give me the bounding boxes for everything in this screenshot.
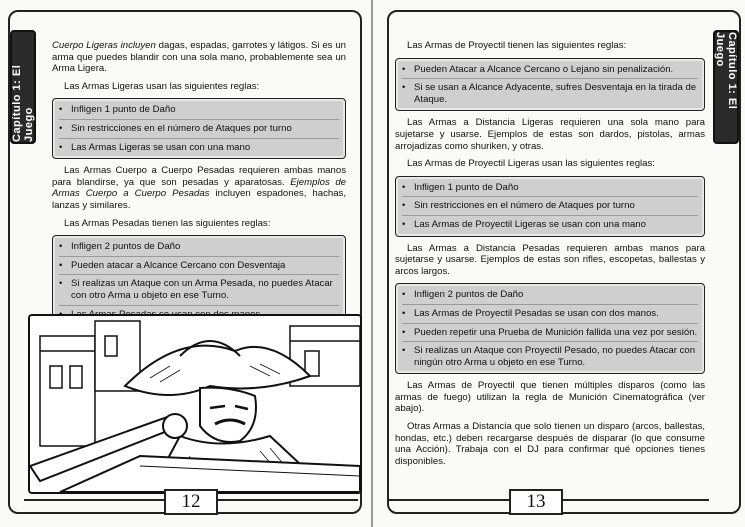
- rule-item: • Sin restricciones en el número de Ataques por turno: [402, 197, 698, 216]
- rule-item: • Infligen 1 punto de Daño: [59, 101, 339, 120]
- light-projectile-rules-box: [395, 176, 705, 237]
- rule-item: • Si se usan a Alcance Adyacente, sufres Desventaja en la tirada de Ataque.: [402, 82, 697, 105]
- rule-item: • Infligen 2 puntos de Daño: [59, 238, 339, 257]
- light-ranged-paragraph: Las Armas a Distancia Ligeras requieren una sola mano para sujetarse y usarse. Ejemplos de estas son dardos, pistolas, armas arrojadizas como shuriken, y otras.: [395, 117, 705, 152]
- chapter-tab-label: Capítulo 1: El Juego: [11, 64, 35, 142]
- rule-item: • Las Armas de Proyectil Pesadas se usan con dos manos.: [402, 305, 698, 324]
- footer-rule: [389, 499, 509, 501]
- rule-item: • Pueden atacar a Alcance Cercano con Desventaja: [59, 257, 339, 276]
- heavy-rules-heading: Las Armas Pesadas tienen las siguientes reglas:: [64, 217, 271, 229]
- rule-item: • Si realizas un Ataque con un Arma Pesada, no puedes Atacar con otro Arma u objeto en ese Turno.: [59, 275, 339, 305]
- illustration-svg: [30, 316, 360, 492]
- footer-rule: [214, 499, 358, 501]
- chapter-tab-right: [713, 30, 739, 144]
- light-weapons-rules-box: [52, 98, 346, 159]
- left-page: [0, 0, 372, 527]
- single-shot-paragraph: Otras Armas a Distancia que solo tienen un disparo (arcos, ballestas, hondas, etc.) deben recargarse después de disparar (lo que consume una Acción). Trabaja con el DJ para confirmar qué opciones tienes disponibles.: [395, 421, 705, 467]
- rule-item: • Pueden repetir una Prueba de Munición fallida una vez por sesión.: [402, 324, 698, 343]
- footer-rule: [559, 499, 709, 501]
- right-page-content: [395, 40, 705, 473]
- hand-shape: [163, 414, 187, 438]
- right-page: [373, 0, 745, 527]
- multi-shot-paragraph: Las Armas de Proyectil que tienen múltiples disparos (como las armas de fuego) utilizan la regla de Munición Cinematográfica (ver abajo).: [395, 380, 705, 415]
- rule-item: • Infligen 2 puntos de Daño: [402, 286, 698, 305]
- footer-rule: [24, 499, 164, 501]
- gunslinger-illustration: [28, 314, 362, 494]
- chapter-tab-left: [10, 30, 36, 144]
- face-shape: [200, 388, 256, 442]
- page-number-left: 12: [164, 489, 218, 515]
- rule-item: • Infligen 1 punto de Daño: [402, 179, 698, 198]
- page-number-right: 13: [509, 489, 563, 515]
- heavy-weapons-rules-box: [52, 235, 346, 326]
- rule-item: • Sin restricciones en el número de Ataques por turno: [59, 120, 339, 139]
- light-rules-heading: Las Armas Ligeras usan las siguientes reglas:: [64, 80, 260, 92]
- rule-item: • Las Armas de Proyectil Ligeras se usan con una mano: [402, 218, 646, 230]
- rule-item: • Las Armas Ligeras se usan con una mano: [59, 141, 251, 153]
- rule-item: • Pueden Atacar a Alcance Cercano o Lejano sin penalización.: [402, 61, 698, 80]
- light-projectile-heading: Las Armas de Proyectil Ligeras usan las siguientes reglas:: [407, 158, 655, 170]
- projectile-rules-box: [395, 58, 705, 112]
- chapter-tab-label: Capítulo 1: El Juego: [714, 32, 738, 110]
- heavy-projectile-rules-box: [395, 283, 705, 374]
- projectile-rules-heading: Las Armas de Proyectil tienen las siguientes reglas:: [407, 40, 627, 51]
- heavy-ranged-paragraph: Las Armas a Distancia Pesadas requieren ambas manos para sujetarse y usarse. Ejemplos de estas son rifles, escopetas, ballestas y arcos largos.: [395, 242, 705, 277]
- rule-item: • Si realizas un Ataque con Proyectil Pesado, no puedes Atacar con ningún otro Arma u objeto en ese Turno.: [402, 345, 696, 368]
- intro-paragraph: Cuerpo Ligeras incluyen dagas, espadas, garrotes y látigos. Si es un arma que puedes blandir con una sola mano, probablemente sea un Arma Ligera.: [52, 40, 346, 75]
- heavy-weapons-paragraph: Las Armas Cuerpo a Cuerpo Pesadas requieren ambas manos para blandirse, ya que son pesadas y aparatosas. Ejemplos de Armas Cuerpo a Cuerpo Pesadas incluyen espadones, hachas, lanzas y similares.: [52, 165, 347, 211]
- left-page-content: [52, 40, 346, 332]
